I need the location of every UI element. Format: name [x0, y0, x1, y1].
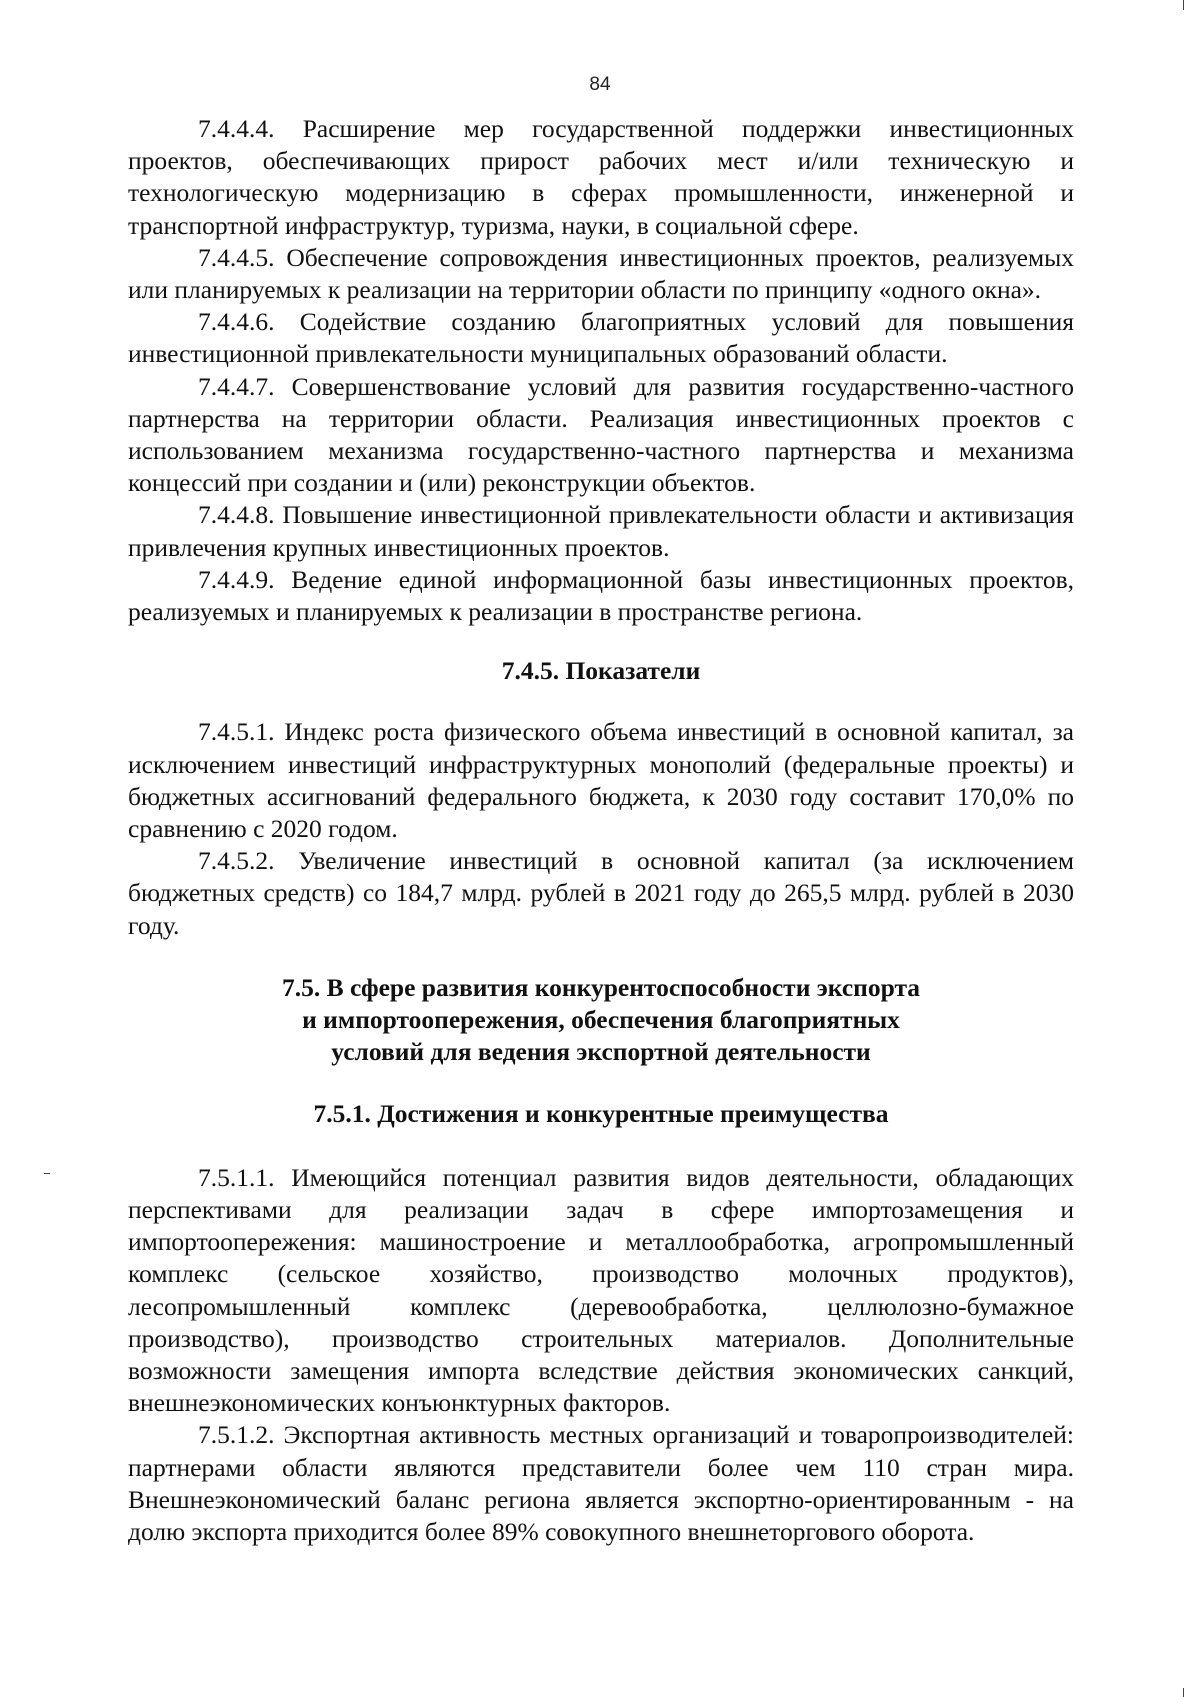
paragraph: 7.4.4.5. Обеспечение сопровождения инвестиционных проектов, реализуемых или планируемых к реализации на территории области по принципу «одного окна».	[128, 242, 1074, 305]
scan-artifact-mark	[1183, 1688, 1184, 1697]
scan-artifact-mark	[1183, 0, 1184, 10]
paragraph: 7.4.5.1. Индекс роста физического объема инвестиций в основной капитал, за исключением инвестиций инфраструктурных монополий (федеральные проекты) и бюджетных ассигнований федерального бюджета, к 2030 году составит 170,0% по сравнению с 2020 годом.	[128, 717, 1074, 844]
section-heading	[128, 1098, 1074, 1130]
paragraph: 7.4.4.9. Ведение единой информационной базы инвестиционных проектов, реализуемых и планируемых к реализации в пространстве региона.	[128, 564, 1074, 627]
paragraph: 7.5.1.1. Имеющийся потенциал развития видов деятельности, обладающих перспективами для реализации задач в сфере импортозамещения и импортоопережения: машиностроение и металлообработка, агропромышленный комплекс (сельское хозяйство, производство молочных продуктов), лесопромышленный комплекс (деревообработка, целлюлозно-бумажное производство), производство строительных материалов. Дополнительные возможности замещения импорта вследствие действия экономических санкций, внешнеэкономических конъюнктурных факторов.	[128, 1162, 1074, 1418]
heading-line: 7.5.1. Достижения и конкурентные преимущества	[313, 1099, 889, 1129]
heading-line: условий для ведения экспортной деятельности	[331, 1037, 871, 1067]
paragraph: 7.4.4.4. Расширение мер государственной поддержки инвестиционных проектов, обеспечивающих прирост рабочих мест и/или техническую и технологическую модернизацию в сферах промышленности, инженерной и транспортной инфраструктур, туризма, науки, в социальной сфере.	[128, 114, 1074, 240]
heading-line: 7.4.5. Показатели	[501, 656, 701, 686]
section-heading	[128, 655, 1074, 687]
scan-artifact-mark	[44, 1173, 50, 1174]
heading-line: 7.5. В сфере развития конкурентоспособности экспорта	[281, 972, 921, 1002]
section-heading	[128, 972, 1074, 1069]
paragraph: 7.5.1.2. Экспортная активность местных организаций и товаропроизводителей: партнерами области являются представители более чем 110 стран мира. Внешнеэкономический баланс региона является экспортно-ориентированным - на долю экспорта приходится более 89% совокупного внешнеторгового оборота.	[128, 1420, 1074, 1546]
paragraph: 7.4.5.2. Увеличение инвестиций в основной капитал (за исключением бюджетных средств) со 184,7 млрд. рублей в 2021 году до 265,5 млрд. рублей в 2030 году.	[128, 846, 1074, 940]
paragraph: 7.4.4.8. Повышение инвестиционной привлекательности области и активизация привлечения крупных инвестиционных проектов.	[128, 500, 1074, 562]
page-number: 84	[589, 74, 611, 95]
heading-line: и импортоопережения, обеспечения благоприятных	[302, 1005, 900, 1035]
paragraph: 7.4.4.7. Совершенствование условий для развития государственно-частного партнерства на территории области. Реализация инвестиционных проектов с использованием механизма государственно-частного партнерства и механизма концессий при создании и (или) реконструкции объектов.	[128, 371, 1074, 498]
paragraph: 7.4.4.6. Содействие созданию благоприятных условий для повышения инвестиционной привлекательности муниципальных образований области.	[128, 307, 1074, 369]
document-body	[128, 113, 1074, 1548]
